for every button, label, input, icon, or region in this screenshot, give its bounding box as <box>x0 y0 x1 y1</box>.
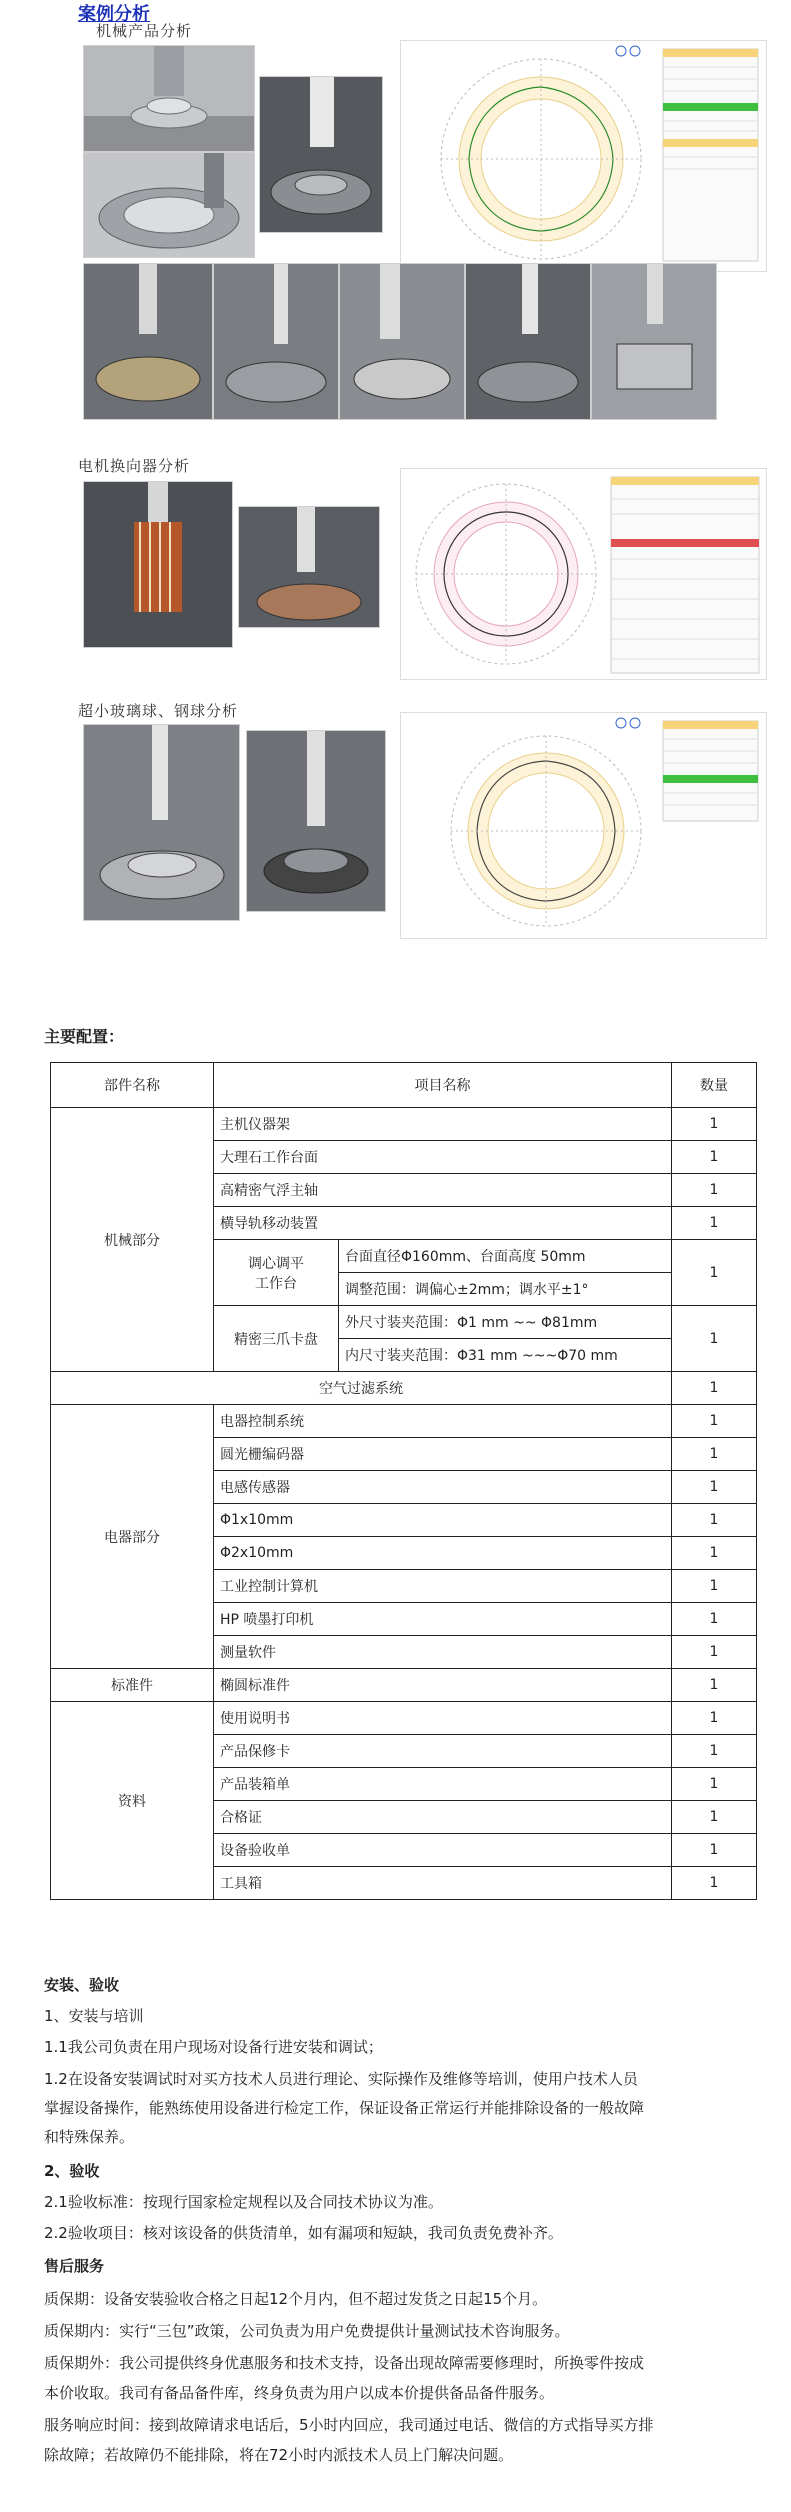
qty: 1 <box>672 1240 757 1306</box>
header-item-name: 项目名称 <box>214 1063 672 1108</box>
config-title: 主要配置： <box>44 1027 125 1046</box>
category-docs: 资料 <box>51 1702 214 1900</box>
header-part-name: 部件名称 <box>51 1063 214 1108</box>
service-p4a: 服务响应时间：接到故障请求电话后，5小时内回应，我司通过电话、微信的方式指导买方排 <box>44 2416 654 2434</box>
qty: 1 <box>672 1702 757 1735</box>
item-rail-device: 横导轨移动装置 <box>214 1207 672 1240</box>
install-p3b: 掌握设备操作，能熟练使用设备进行检定工作，保证设备正常运行并能排除设备的一般故障 <box>44 2099 645 2117</box>
section-commutator-label: 电机换向器分析 <box>78 457 191 475</box>
section-ball-label: 超小玻璃球、钢球分析 <box>78 702 239 720</box>
leveling-label-1: 调心调平 <box>248 1255 304 1272</box>
install-p3c: 和特殊保养。 <box>44 2128 135 2146</box>
photo-spindle-part <box>83 45 255 152</box>
install-p1: 1、安装与培训 <box>44 2007 144 2025</box>
item-air-spindle: 高精密气浮主轴 <box>214 1174 672 1207</box>
service-p3b: 本价收取。我司有备品备件库，终身负责为用户以成本价提供备品备件服务。 <box>44 2384 555 2402</box>
service-p2: 质保期内：实行“三包”政策，公司负责为用户免费提供计量测试技术咨询服务。 <box>44 2322 570 2340</box>
item-marble-table: 大理石工作台面 <box>214 1141 672 1174</box>
qty: 1 <box>672 1471 757 1504</box>
item-electrical: Φ1x10mm <box>214 1504 672 1537</box>
leveling-spec-2: 调整范围：调偏心±2mm；调水平±1° <box>339 1273 672 1306</box>
chuck-spec-1: 外尺寸装夹范围：Φ1 mm ~~ Φ81mm <box>339 1306 672 1339</box>
roundness-report-1 <box>400 40 767 272</box>
item-doc: 使用说明书 <box>214 1702 672 1735</box>
item-three-jaw-chuck: 精密三爪卡盘 <box>214 1306 339 1372</box>
item-electrical: HP 喷墨打印机 <box>214 1603 672 1636</box>
qty: 1 <box>672 1669 757 1702</box>
photo-ball-1 <box>83 724 240 921</box>
item-electrical: Φ2x10mm <box>214 1537 672 1570</box>
item-doc: 设备验收单 <box>214 1834 672 1867</box>
item-air-filter: 空气过滤系统 <box>51 1372 672 1405</box>
qty: 1 <box>672 1570 757 1603</box>
photo-commutator-1 <box>83 481 233 648</box>
qty: 1 <box>672 1141 757 1174</box>
item-main-frame: 主机仪器架 <box>214 1108 672 1141</box>
qty: 1 <box>672 1801 757 1834</box>
section-mechanical-label: 机械产品分析 <box>96 22 193 40</box>
item-ellipse-standard: 椭圆标准件 <box>214 1669 672 1702</box>
qty: 1 <box>672 1438 757 1471</box>
photo-mech-4 <box>465 263 591 420</box>
photo-ring-part <box>83 152 255 258</box>
photo-chuck-probe <box>259 76 383 233</box>
service-p3a: 质保期外：我公司提供终身优惠服务和技术支持，设备出现故障需要修理时，所换零件按成 <box>44 2354 645 2372</box>
roundness-report-3 <box>400 712 767 939</box>
item-electrical: 电器控制系统 <box>214 1405 672 1438</box>
chuck-spec-2: 内尺寸装夹范围：Φ31 mm ~~~Φ70 mm <box>339 1339 672 1372</box>
photo-ball-2 <box>246 730 386 912</box>
qty: 1 <box>672 1207 757 1240</box>
category-standard: 标准件 <box>51 1669 214 1702</box>
photo-mech-3 <box>339 263 465 420</box>
item-electrical: 电感传感器 <box>214 1471 672 1504</box>
category-electrical: 电器部分 <box>51 1405 214 1669</box>
case-title: 案例分析 <box>78 4 150 25</box>
photo-mech-2 <box>213 263 339 420</box>
qty: 1 <box>672 1537 757 1570</box>
item-doc: 工具箱 <box>214 1867 672 1900</box>
qty: 1 <box>672 1603 757 1636</box>
qty: 1 <box>672 1306 757 1372</box>
leveling-label-2: 工作台 <box>255 1275 297 1292</box>
leveling-spec-1: 台面直径Φ160mm、台面高度 50mm <box>339 1240 672 1273</box>
item-doc: 产品保修卡 <box>214 1735 672 1768</box>
qty: 1 <box>672 1636 757 1669</box>
photo-commutator-2 <box>238 506 380 628</box>
service-heading: 售后服务 <box>44 2257 105 2275</box>
photo-mech-1 <box>83 263 213 420</box>
item-leveling-table <box>214 1240 339 1306</box>
qty: 1 <box>672 1834 757 1867</box>
qty: 1 <box>672 1405 757 1438</box>
install-p3a: 1.2在设备安装调试时对买方技术人员进行理论、实际操作及维修等培训，使用户技术人员 <box>44 2070 638 2088</box>
service-p4b: 除故障；若故障仍不能排除，将在72小时内派技术人员上门解决问题。 <box>44 2446 514 2464</box>
accept-p1: 2.1验收标准：按现行国家检定规程以及合同技术协议为准。 <box>44 2193 443 2211</box>
install-p2: 1.1我公司负责在用户现场对设备行进安装和调试； <box>44 2038 383 2056</box>
item-doc: 合格证 <box>214 1801 672 1834</box>
qty: 1 <box>672 1174 757 1207</box>
item-electrical: 工业控制计算机 <box>214 1570 672 1603</box>
photo-mech-5 <box>591 263 717 420</box>
accept-p2: 2.2验收项目：核对该设备的供货清单，如有漏项和短缺，我司负责免费补齐。 <box>44 2224 563 2242</box>
header-quantity: 数量 <box>672 1063 757 1108</box>
item-electrical: 圆光栅编码器 <box>214 1438 672 1471</box>
service-p1: 质保期：设备安装验收合格之日起12个月内，但不超过发货之日起15个月。 <box>44 2290 548 2308</box>
qty: 1 <box>672 1768 757 1801</box>
item-doc: 产品装箱单 <box>214 1768 672 1801</box>
qty: 1 <box>672 1504 757 1537</box>
roundness-report-2 <box>400 468 767 680</box>
config-table <box>50 1062 757 1900</box>
accept-heading: 2、验收 <box>44 2162 100 2180</box>
item-electrical: 测量软件 <box>214 1636 672 1669</box>
qty: 1 <box>672 1867 757 1900</box>
category-mechanical: 机械部分 <box>51 1108 214 1372</box>
qty: 1 <box>672 1735 757 1768</box>
qty: 1 <box>672 1108 757 1141</box>
install-heading: 安装、验收 <box>44 1976 120 1994</box>
qty: 1 <box>672 1372 757 1405</box>
